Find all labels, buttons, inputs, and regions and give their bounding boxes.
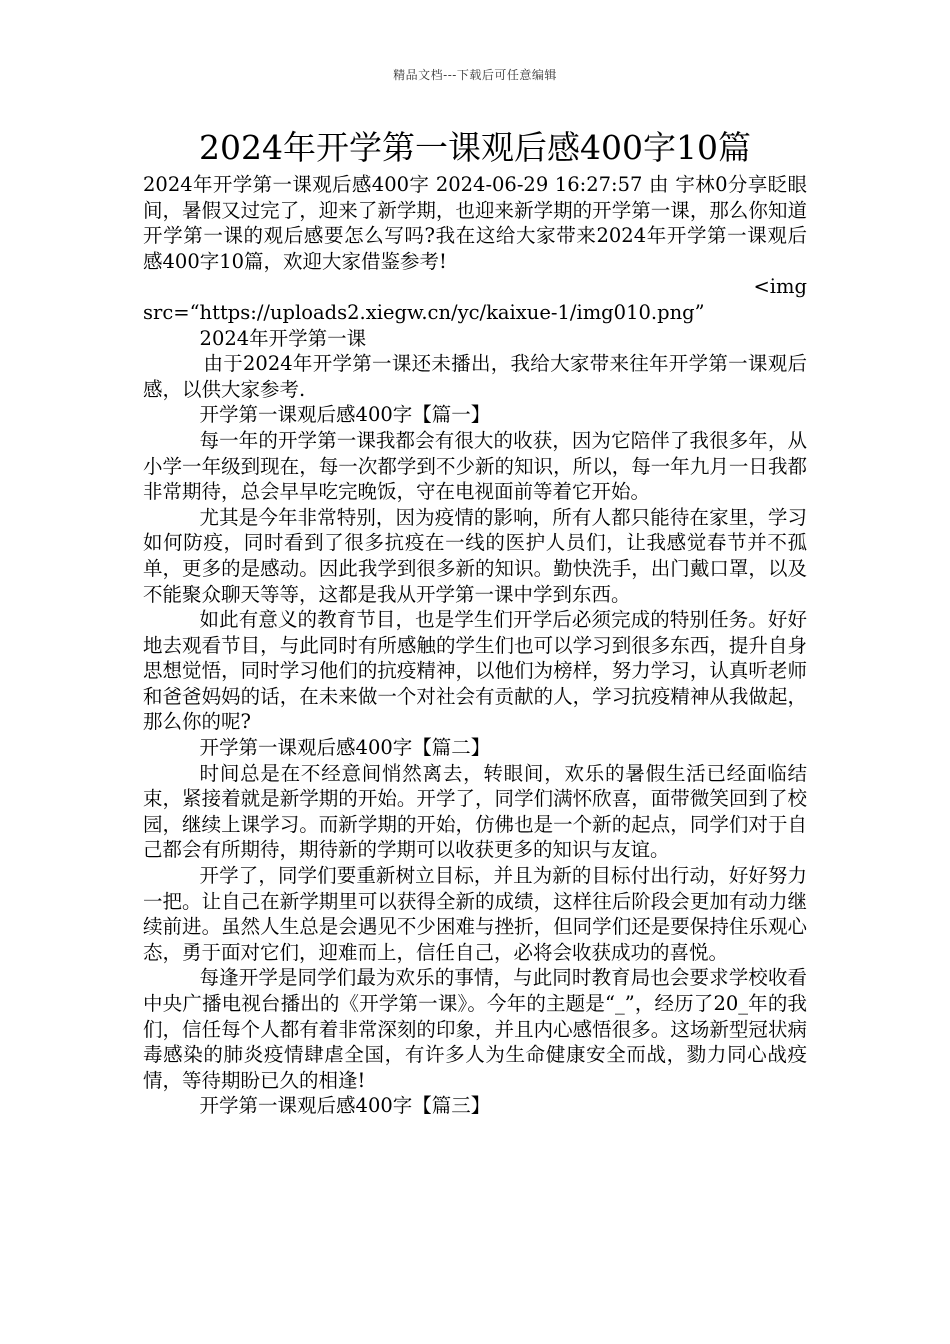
body-paragraph: 开学了，同学们要重新树立目标，并且为新的目标付出行动，好好努力一把。让自己在新学期里可以获得全新的成绩，这样往后阶段会更加有动力继续前进。虽然人生总是会遇见不少困难与挫折，但同学们还是要保持住乐观心态，勇于面对它们，迎难而上，信任自己，必将会收获成功的喜悦。 bbox=[143, 864, 807, 964]
body-paragraph: 每逢开学是同学们最为欢乐的事情，与此同时教育局也会要求学校收看中央广播电视台播出的《开学第一课》。今年的主题是“_”，经历了20_年的我们，信任每个人都有着非常深刻的印象，并且内心感悟很多。这场新型冠状病毒感染的肺炎疫情肆虐全国，有许多人为生命健康安全而战，勠力同心战疫情，等待期盼已久的相逢! bbox=[143, 966, 807, 1092]
image-tag-text: <img bbox=[753, 275, 807, 299]
subtitle: 2024年开学第一课 bbox=[199, 326, 367, 350]
body-paragraph: 如此有意义的教育节目，也是学生们开学后必须完成的特别任务。好好地去观看节目，与此同时有所感触的学生们也可以学习到很多东西，提升自身思想觉悟，同时学习他们的抗疫精神，以他们为榜样，努力学习，认真听老师和爸爸妈妈的话，在未来做一个对社会有贡献的人，学习抗疫精神从我做起，那么你的呢? bbox=[143, 608, 807, 734]
body-paragraph: 时间总是在不经意间悄然离去，转眼间，欢乐的暑假生活已经面临结束，紧接着就是新学期的开始。开学了，同学们满怀欣喜，面带微笑回到了校园，继续上课学习。而新学期的开始，仿佛也是一个新的起点，同学们对于自己都会有所期待，期待新的学期可以收获更多的知识与友谊。 bbox=[143, 761, 807, 862]
section-heading-1: 开学第一课观后感400字【篇一】 bbox=[199, 403, 491, 427]
section-heading-2: 开学第一课观后感400字【篇二】 bbox=[199, 736, 491, 760]
section-heading-3: 开学第一课观后感400字【篇三】 bbox=[199, 1094, 491, 1118]
body-paragraph: 尤其是今年非常特别，因为疫情的影响，所有人都只能待在家里，学习如何防疫，同时看到了很多抗疫在一线的医护人员们，让我感觉春节并不孤单，更多的是感动。因此我学到很多新的知识。勤快洗手，出门戴口罩，以及不能聚众聊天等等，这都是我从开学第一课中学到东西。 bbox=[143, 505, 807, 606]
body-paragraph: 每一年的开学第一课我都会有很大的收获，因为它陪伴了我很多年，从小学一年级到现在，每一次都学到不少新的知识，所以，每一年九月一日我都非常期待，总会早早吃完晚饭，守在电视面前等着它开始。 bbox=[143, 428, 807, 504]
intro-paragraph: 由于2024年开学第一课还未播出，我给大家带来往年开学第一课观后感，以供大家参考. bbox=[143, 352, 807, 401]
meta-paragraph: 2024年开学第一课观后感400字 2024-06-29 16:27:57 由 宇林0分享眨眼间，暑假又过完了，迎来了新学期，也迎来新学期的开学第一课，那么你知道开学第一课的观后感要怎么写吗?我在这给大家带来2024年开学第一课观后感400字10篇，欢迎大家借鉴参考! bbox=[143, 173, 807, 273]
image-src-text: src=“https://uploads2.xiegw.cn/yc/kaixue-1/img010.png” bbox=[143, 300, 705, 324]
document-body bbox=[143, 172, 807, 1119]
page-header-note: 精品文档---下载后可任意编辑 bbox=[393, 68, 557, 82]
document-title: 2024年开学第一课观后感400字10篇 bbox=[199, 128, 751, 167]
